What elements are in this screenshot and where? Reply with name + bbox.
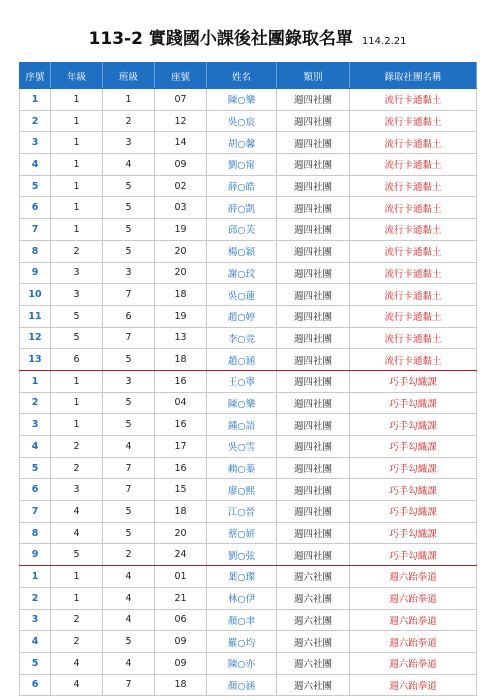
cell-category: 週四社團 <box>277 436 350 458</box>
cell-grade: 2 <box>51 609 103 631</box>
cell-index: 6 <box>20 479 51 501</box>
cell-seat: 02 <box>155 175 207 197</box>
cell-grade: 4 <box>51 501 103 523</box>
cell-index: 3 <box>20 609 51 631</box>
cell-name: 顏○聿 <box>207 609 277 631</box>
cell-index: 4 <box>20 631 51 653</box>
cell-class: 4 <box>103 652 155 674</box>
cell-seat: 06 <box>155 609 207 631</box>
admission-table <box>19 62 477 696</box>
cell-name: 陳○樂 <box>207 392 277 414</box>
cell-seat: 01 <box>155 566 207 588</box>
cell-seat: 19 <box>155 219 207 241</box>
cell-grade: 5 <box>51 305 103 327</box>
cell-class: 7 <box>103 457 155 479</box>
cell-club: 流行卡通黏土 <box>350 219 477 241</box>
table-row <box>20 609 477 631</box>
cell-index: 7 <box>20 501 51 523</box>
cell-club: 流行卡通黏土 <box>350 89 477 111</box>
cell-club: 流行卡通黏土 <box>350 284 477 306</box>
cell-club: 流行卡通黏土 <box>350 175 477 197</box>
cell-name: 劉○弦 <box>207 544 277 566</box>
cell-index: 9 <box>20 544 51 566</box>
cell-category: 週四社團 <box>277 457 350 479</box>
cell-category: 週四社團 <box>277 240 350 262</box>
cell-index: 8 <box>20 240 51 262</box>
cell-category: 週六社團 <box>277 566 350 588</box>
cell-class: 3 <box>103 370 155 392</box>
cell-grade: 1 <box>51 89 103 111</box>
table-row <box>20 414 477 436</box>
cell-class: 5 <box>103 414 155 436</box>
cell-club: 巧手勾織課 <box>350 457 477 479</box>
cell-seat: 09 <box>155 652 207 674</box>
cell-class: 4 <box>103 587 155 609</box>
cell-seat: 03 <box>155 197 207 219</box>
cell-index: 5 <box>20 457 51 479</box>
cell-name: 劉○甯 <box>207 154 277 176</box>
cell-class: 5 <box>103 349 155 371</box>
cell-grade: 1 <box>51 587 103 609</box>
cell-category: 週四社團 <box>277 370 350 392</box>
page-title: 113-2 實踐國小課後社團錄取名單 <box>88 29 353 49</box>
cell-category: 週四社團 <box>277 219 350 241</box>
cell-category: 週四社團 <box>277 392 350 414</box>
cell-index: 10 <box>20 284 51 306</box>
cell-class: 7 <box>103 327 155 349</box>
cell-seat: 16 <box>155 370 207 392</box>
table-row <box>20 587 477 609</box>
table-header-row <box>20 63 477 89</box>
cell-club: 流行卡通黏土 <box>350 262 477 284</box>
table-row <box>20 327 477 349</box>
cell-grade: 1 <box>51 566 103 588</box>
cell-category: 週四社團 <box>277 132 350 154</box>
cell-club: 巧手勾織課 <box>350 436 477 458</box>
cell-seat: 19 <box>155 305 207 327</box>
cell-index: 6 <box>20 197 51 219</box>
cell-club: 週六跆拳道 <box>350 566 477 588</box>
cell-name: 吳○宸 <box>207 110 277 132</box>
cell-class: 3 <box>103 262 155 284</box>
cell-name: 吳○雪 <box>207 436 277 458</box>
cell-class: 7 <box>103 479 155 501</box>
table-row <box>20 219 477 241</box>
column-header-class: 班級 <box>103 63 155 89</box>
cell-index: 8 <box>20 522 51 544</box>
cell-index: 1 <box>20 89 51 111</box>
cell-category: 週四社團 <box>277 197 350 219</box>
cell-category: 週四社團 <box>277 544 350 566</box>
cell-grade: 3 <box>51 262 103 284</box>
cell-category: 週四社團 <box>277 522 350 544</box>
title-row <box>0 24 495 49</box>
cell-class: 5 <box>103 240 155 262</box>
cell-grade: 1 <box>51 110 103 132</box>
cell-grade: 2 <box>51 631 103 653</box>
cell-class: 5 <box>103 392 155 414</box>
cell-class: 4 <box>103 566 155 588</box>
cell-class: 2 <box>103 110 155 132</box>
table-row <box>20 370 477 392</box>
table-row <box>20 652 477 674</box>
cell-seat: 20 <box>155 262 207 284</box>
cell-name: 江○晉 <box>207 501 277 523</box>
cell-category: 週四社團 <box>277 175 350 197</box>
cell-club: 巧手勾織課 <box>350 544 477 566</box>
table-body <box>20 89 477 696</box>
cell-seat: 20 <box>155 240 207 262</box>
cell-index: 2 <box>20 392 51 414</box>
cell-name: 胡○馨 <box>207 132 277 154</box>
cell-category: 週四社團 <box>277 414 350 436</box>
cell-seat: 21 <box>155 587 207 609</box>
cell-club: 週六跆拳道 <box>350 609 477 631</box>
table-row <box>20 566 477 588</box>
cell-club: 巧手勾織課 <box>350 522 477 544</box>
table-row <box>20 110 477 132</box>
cell-category: 週四社團 <box>277 89 350 111</box>
cell-name: 薛○凱 <box>207 197 277 219</box>
cell-class: 7 <box>103 674 155 696</box>
table-row <box>20 631 477 653</box>
table-row <box>20 132 477 154</box>
cell-grade: 1 <box>51 132 103 154</box>
cell-club: 巧手勾織課 <box>350 479 477 501</box>
cell-seat: 12 <box>155 110 207 132</box>
table-row <box>20 305 477 327</box>
cell-name: 謝○玟 <box>207 262 277 284</box>
cell-club: 流行卡通黏土 <box>350 305 477 327</box>
cell-name: 羅○均 <box>207 631 277 653</box>
cell-index: 5 <box>20 652 51 674</box>
cell-club: 流行卡通黏土 <box>350 197 477 219</box>
cell-seat: 20 <box>155 522 207 544</box>
cell-club: 週六跆拳道 <box>350 652 477 674</box>
cell-index: 3 <box>20 132 51 154</box>
cell-category: 週四社團 <box>277 284 350 306</box>
cell-name: 鍾○語 <box>207 414 277 436</box>
cell-grade: 2 <box>51 240 103 262</box>
table-row <box>20 262 477 284</box>
cell-class: 1 <box>103 89 155 111</box>
cell-club: 週六跆拳道 <box>350 674 477 696</box>
cell-index: 4 <box>20 436 51 458</box>
column-header-index: 序號 <box>20 63 51 89</box>
cell-grade: 3 <box>51 284 103 306</box>
cell-seat: 16 <box>155 414 207 436</box>
cell-grade: 1 <box>51 219 103 241</box>
cell-category: 週四社團 <box>277 501 350 523</box>
cell-name: 王○寧 <box>207 370 277 392</box>
cell-name: 賴○蓁 <box>207 457 277 479</box>
cell-name: 顏○涵 <box>207 674 277 696</box>
cell-name: 陳○亦 <box>207 652 277 674</box>
cell-name: 林○伊 <box>207 587 277 609</box>
cell-class: 7 <box>103 284 155 306</box>
cell-index: 2 <box>20 587 51 609</box>
cell-name: 楊○穎 <box>207 240 277 262</box>
cell-index: 4 <box>20 154 51 176</box>
column-header-name: 姓名 <box>207 63 277 89</box>
cell-grade: 1 <box>51 392 103 414</box>
cell-class: 6 <box>103 305 155 327</box>
cell-class: 5 <box>103 175 155 197</box>
table-row <box>20 479 477 501</box>
table-row <box>20 544 477 566</box>
cell-seat: 24 <box>155 544 207 566</box>
cell-seat: 07 <box>155 89 207 111</box>
table-row <box>20 392 477 414</box>
cell-category: 週六社團 <box>277 609 350 631</box>
cell-grade: 3 <box>51 479 103 501</box>
cell-category: 週四社團 <box>277 479 350 501</box>
table-row <box>20 89 477 111</box>
cell-grade: 4 <box>51 652 103 674</box>
cell-club: 巧手勾織課 <box>350 414 477 436</box>
table-row <box>20 154 477 176</box>
cell-grade: 4 <box>51 674 103 696</box>
cell-club: 週六跆拳道 <box>350 631 477 653</box>
cell-index: 5 <box>20 175 51 197</box>
cell-name: 邱○芙 <box>207 219 277 241</box>
cell-index: 1 <box>20 370 51 392</box>
table-row <box>20 284 477 306</box>
cell-seat: 16 <box>155 457 207 479</box>
date-label: 114.2.21 <box>361 36 407 47</box>
cell-grade: 4 <box>51 522 103 544</box>
cell-name: 趙○婷 <box>207 305 277 327</box>
cell-name: 蔡○妍 <box>207 522 277 544</box>
cell-grade: 1 <box>51 175 103 197</box>
cell-name: 趙○涵 <box>207 349 277 371</box>
table-row <box>20 436 477 458</box>
column-header-category: 類別 <box>277 63 350 89</box>
cell-grade: 2 <box>51 457 103 479</box>
cell-category: 週六社團 <box>277 652 350 674</box>
cell-club: 流行卡通黏土 <box>350 327 477 349</box>
cell-class: 5 <box>103 219 155 241</box>
cell-grade: 1 <box>51 154 103 176</box>
cell-index: 7 <box>20 219 51 241</box>
cell-category: 週四社團 <box>277 262 350 284</box>
table-row <box>20 349 477 371</box>
cell-club: 流行卡通黏土 <box>350 110 477 132</box>
cell-club: 週六跆拳道 <box>350 587 477 609</box>
column-header-club: 錄取社團名稱 <box>350 63 477 89</box>
cell-grade: 5 <box>51 327 103 349</box>
cell-category: 週四社團 <box>277 110 350 132</box>
cell-seat: 15 <box>155 479 207 501</box>
cell-name: 李○竞 <box>207 327 277 349</box>
cell-grade: 1 <box>51 197 103 219</box>
table-row <box>20 674 477 696</box>
column-header-seat: 座號 <box>155 63 207 89</box>
cell-seat: 18 <box>155 284 207 306</box>
cell-class: 5 <box>103 197 155 219</box>
cell-grade: 1 <box>51 370 103 392</box>
cell-category: 週四社團 <box>277 327 350 349</box>
cell-seat: 09 <box>155 154 207 176</box>
cell-category: 週六社團 <box>277 674 350 696</box>
cell-class: 5 <box>103 631 155 653</box>
cell-club: 流行卡通黏土 <box>350 240 477 262</box>
table-row <box>20 457 477 479</box>
cell-class: 2 <box>103 544 155 566</box>
table-row <box>20 501 477 523</box>
cell-category: 週四社團 <box>277 305 350 327</box>
cell-class: 4 <box>103 154 155 176</box>
cell-name: 薛○皓 <box>207 175 277 197</box>
cell-seat: 09 <box>155 631 207 653</box>
cell-name: 葉○璨 <box>207 566 277 588</box>
cell-grade: 5 <box>51 544 103 566</box>
cell-name: 廖○熙 <box>207 479 277 501</box>
cell-club: 流行卡通黏土 <box>350 132 477 154</box>
cell-grade: 6 <box>51 349 103 371</box>
cell-seat: 18 <box>155 501 207 523</box>
table-row <box>20 175 477 197</box>
cell-grade: 1 <box>51 414 103 436</box>
cell-index: 12 <box>20 327 51 349</box>
cell-class: 4 <box>103 436 155 458</box>
cell-index: 6 <box>20 674 51 696</box>
cell-class: 5 <box>103 522 155 544</box>
table-row <box>20 240 477 262</box>
cell-seat: 14 <box>155 132 207 154</box>
cell-seat: 17 <box>155 436 207 458</box>
cell-club: 流行卡通黏土 <box>350 349 477 371</box>
cell-club: 巧手勾織課 <box>350 501 477 523</box>
cell-index: 2 <box>20 110 51 132</box>
cell-class: 5 <box>103 501 155 523</box>
cell-index: 1 <box>20 566 51 588</box>
cell-class: 3 <box>103 132 155 154</box>
cell-club: 流行卡通黏土 <box>350 154 477 176</box>
cell-index: 13 <box>20 349 51 371</box>
cell-seat: 18 <box>155 674 207 696</box>
cell-index: 3 <box>20 414 51 436</box>
cell-index: 9 <box>20 262 51 284</box>
cell-club: 巧手勾織課 <box>350 370 477 392</box>
cell-category: 週四社團 <box>277 349 350 371</box>
cell-category: 週六社團 <box>277 587 350 609</box>
cell-class: 4 <box>103 609 155 631</box>
cell-category: 週四社團 <box>277 154 350 176</box>
table-row <box>20 522 477 544</box>
cell-grade: 2 <box>51 436 103 458</box>
cell-seat: 18 <box>155 349 207 371</box>
cell-club: 巧手勾織課 <box>350 392 477 414</box>
cell-index: 11 <box>20 305 51 327</box>
cell-name: 吳○蓮 <box>207 284 277 306</box>
cell-seat: 13 <box>155 327 207 349</box>
cell-seat: 04 <box>155 392 207 414</box>
table-row <box>20 197 477 219</box>
cell-name: 陳○樂 <box>207 89 277 111</box>
column-header-grade: 年級 <box>51 63 103 89</box>
cell-category: 週六社團 <box>277 631 350 653</box>
